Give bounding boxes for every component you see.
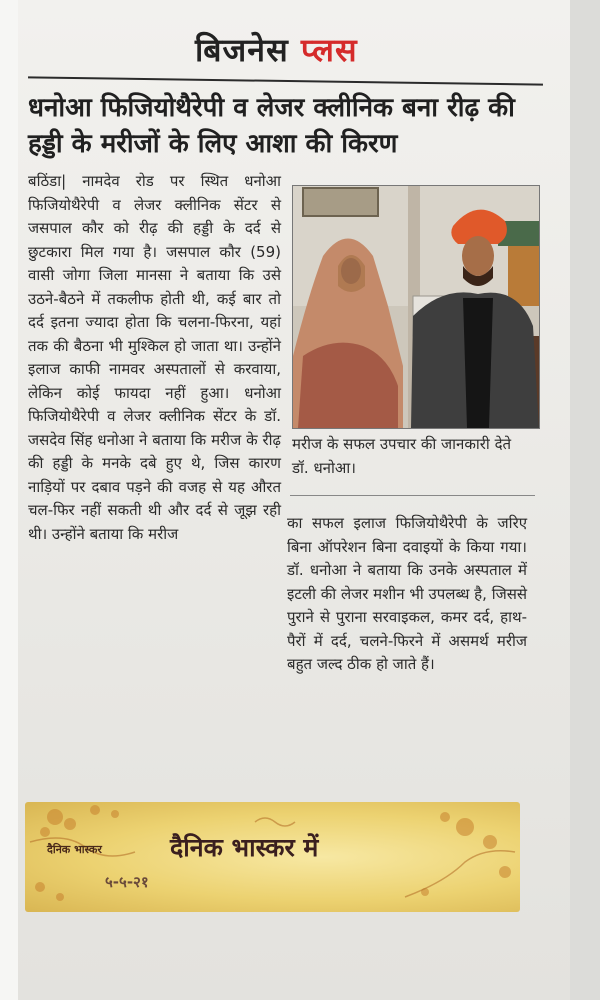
banner-handwritten-note: ५-५-२१: [105, 873, 149, 891]
news-photo: [292, 185, 540, 429]
section-label-accent: प्लस: [300, 31, 358, 69]
photo-caption: मरीज के सफल उपचार की जानकारी देते डॉ. धनोआ।: [292, 435, 512, 477]
section-label-main: बिजनेस: [195, 31, 289, 69]
article-column-2: का सफल इलाज फिजियोथैरेपी के जरिए बिना ऑपरेशन बिना दवाइयों के किया गया। डॉ. धनोआ ने बताया कि उनके अस्पताल में इटली की लेजर मशीन भी उपलब्ध है, जिससे पुराने से पुराना सरवाइकल, कमर दर्द, हाथ-पैरों में दर्द, चलने-फिरने में असमर्थ मरीज बहुत जल्द ठीक हो जाते हैं।: [287, 514, 527, 673]
section-label: [195, 28, 358, 71]
banner-title: दैनिक भास्कर में: [170, 833, 319, 862]
article-column-1: बठिंडा| नामदेव रोड पर स्थित धनोआ फिजियोथैरेपी व लेजर क्लीनिक सेंटर से जसपाल कौर को रीढ़ की हड्डी के दर्द से छुटकारा मिल गया है। जसपाल कौर (59) वासी जोगा जिला मानसा ने बताया कि उसे उठने-बैठने में तकलीफ होती थी, कई बार तो दर्द इतना ज्यादा होता कि चलना-फिरना, यहां तक की बैठना भी मुश्किल हो जाता था। उन्होंने इलाज काफी नामवर अस्पतालों से करवाया, लेकिन कोई फायदा नहीं हुआ। धनोआ फिजियोथैरेपी व लेजर क्लीनिक सेंटर के डॉ. जसदेव सिंह धनोआ ने बताया कि मरीज के रीढ़ की हड्डी के मनके दबे हुए थे, जिस कारण नाड़ियों पर दबाव पड़ने की वजह से यह औरत चल-फिर नहीं सकती थी और दर्द से जूझ रही थी। उन्होंने बताया कि मरीज: [28, 172, 281, 543]
ad-banner: [25, 802, 520, 912]
photo-illustration: [293, 186, 539, 428]
caption-divider: [290, 495, 535, 496]
headline: धनोआ फिजियोथैरेपी व लेजर क्लीनिक बना रीढ़ की हड्डी के मरीजों के लिए आशा की किरण: [28, 93, 515, 159]
banner-small-logo: दैनिक भास्कर: [47, 843, 102, 856]
page-edge-right: [570, 0, 600, 1000]
page-edge-left: [0, 0, 18, 1000]
